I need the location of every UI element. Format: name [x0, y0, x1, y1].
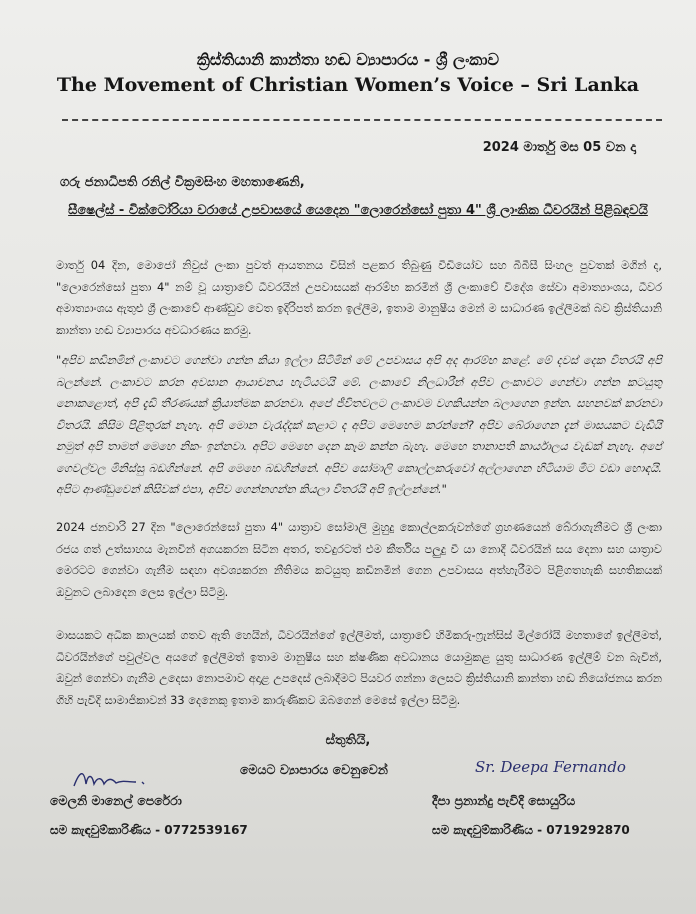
closing: ස්තුතියි, — [325, 733, 371, 748]
signatory-name-left: මෙලනි මානෙල් පෙරේරා — [50, 793, 182, 808]
body-paragraph: මාර්තු 04 දින, මොජෝ නිවුස් ලංකා පුවත් ආයතනය විසින් පළකර තිබුණු වීඩියෝව සහ බීබීසී සිංහල පුවතක් මගින් ද, "ලොරෙන්සෝ පුතා 4" නම් වූ යාත්‍රාවේ ධීවරයින් උපවාසයක් ආරම්භ කරමින් ශ්‍රී ලංකාවේ විදේශ සේවා අමාත්‍යාංශය, ධීවර අමාත්‍යාංශය ඇතුළු ශ්‍රී ලංකාවේ ආණ්ඩුව වෙත ඉදිරිපත් කරන ඉල්ලීම, ඉතාම මානුෂීය මෙන් ම සාධාරණ ඉල්ලීමක් බව ක්‍රිස්තියානි කාන්තා හඬ ව්‍යාපාරය අවධාරණය කරමු. — [56, 258, 662, 337]
subject-text: සීෂෙල්ස් - වික්ටෝරියා වරායේ උපවාසයේ යෙදෙන "ලොරෙන්සෝ පුතා 4" ශ්‍රී ලාංකික ධීවරයින් පිළිබඳවයි — [68, 203, 648, 218]
signatory-name-right: දීපා ප්‍රනාන්දු පැවිදි සොයුරිය — [432, 793, 576, 808]
signature-right: Sr. Deepa Fernando — [475, 758, 626, 776]
header-divider — [62, 119, 662, 121]
letterhead-title-english: The Movement of Christian Women’s Voice – Sri Lanka — [56, 74, 640, 96]
signatory-role-right: සම කැඳවුම්කාරිණිය - 0719292870 — [432, 823, 630, 837]
quoted-paragraph: "අපිව කඩිනමින් ලංකාවට ගෙන්වා ගන්න කියා ඉල්ලා සිටිමින් මේ උපවාසය අපි අද ආරම්භ කළේ. මේ දවස් දෙක විතරයි අපි බලන්නේ. ලංකාවට කරන අවසාන ආයාචනය හැටියටයි මේ. ලංකාවේ නිලධාරීන් අපිව ලංකාවට ගෙන්වා ගන්න කටයුතු නොකළොත්, අපි දැඩි තීරණයක් ක්‍රියාත්මක කරනවා. අපේ ජීවිතවලට ලංකාවම වගකියන්න බලාගෙන ඉන්න. සහනවක් කරනවා විතරයි. කිසිම පිළිතුරක් නැහැ. අපි මොන වැරැද්දක් කළාට ද අපිට මෙහෙම කරන්නේ? අපිව බේරාගෙන දැන් මාසයකට වැඩියි නමුත් අපි තාමත් මෙහෙ නිකං ඉන්නවා. අපිට මෙහෙ දෙන කෑම කන්න බැහැ. මෙහෙ තානාපති කාර්යාලය වැඩක් නැහැ. අපේ ගෙවල්වල මිනිස්සු බඩගින්නේ. අපි මෙහෙ බඩගින්නේ. අපිව සෝමාලි කොල්ලකරුවෝ අල්ලාගෙන හිටියාම මීට වඩා හොඳයි. අපිට ආණ්ඩුවෙන් කිසිවක් එපා, අපිව ගෙන්නගන්න කියලා විතරයි අපි ඉල්ලන්නේ." — [56, 353, 662, 496]
on-behalf-line: මෙයට ව්‍යාපාරය වෙනුවෙන් — [240, 762, 388, 777]
subject-line — [58, 200, 658, 222]
salutation: ගරු ජනාධිපති රනිල් වික්‍රමසිංහ මහතාණෙනි, — [60, 175, 305, 190]
letter-date: 2024 මාර්තු මස 05 වන දා — [482, 140, 636, 155]
body-paragraph: මාසයකට අධික කාලයක් ගතව ඇති හෙයින්, ධීවරයින්ගේ ඉල්ලීමත්, යාත්‍රාවේ හිමිකරු-ෆ්‍රැන්සිස් මිල්රෝයි මහතාගේ ඉල්ලීමත්, ධීවරයින්ගේ පවුල්වල අයගේ ඉල්ලීමත් ඉතාම මානුෂීය සහ ක්ෂණික අවධානය යොමුකළ යුතු සාධාරණ ඉල්ලීම් වන බැවින්, ඔවුන් ගෙන්වා ගැනීම උදෙසා නොපමාව අදාළ උපදෙස් ලබාදීමට පියවර ගන්නා ලෙසට ක්‍රිස්තියානි කාන්තා හඬ නියෝජනය කරන ගිහි පැවිදි සාමාජිකාවන් 33 දෙනෙකු ඉතාම කාරුණිකව ඔබගෙන් මෙසේ ඉල්ලා සිටිමු. — [56, 628, 662, 707]
body-paragraph: 2024 ජනවාරි 27 දින "ලොරෙන්සෝ පුතා 4" යාත්‍රාව සෝමාලි මුහුදු කොල්ලකරුවන්ගේ ග්‍රහණයෙන් බේරාගැනීමට ශ්‍රී ලංකා රජය ගත් උත්සාහය මැනවින් අගයකරන සිටින අතර, තවදුරටත් එම කීර්තිය පලුදු වී යා නොදී ධීවරයින් සය දෙනා සහ යාත්‍රාව මෙරටට ගෙන්වා ගැනීම සඳහා අවශ්‍යකරන නීතිමය කටයුතු කඩිනමින් ගෙන උපවාසය අත්හැරීමට පිළිගතහැකි සහතිකයක් ඔවුනට ලබාදෙන ලෙස ඉල්ලා සිටිමු. — [56, 520, 662, 599]
signature-left — [70, 768, 180, 792]
letterhead-title-sinhala: ක්‍රිස්තියානි කාන්තා හඬ ව්‍යාපාරය - ශ්‍රී ලංකාව — [196, 50, 500, 69]
signatory-role-left: සම කැඳවුම්කාරිණිය - 0772539167 — [50, 823, 248, 837]
